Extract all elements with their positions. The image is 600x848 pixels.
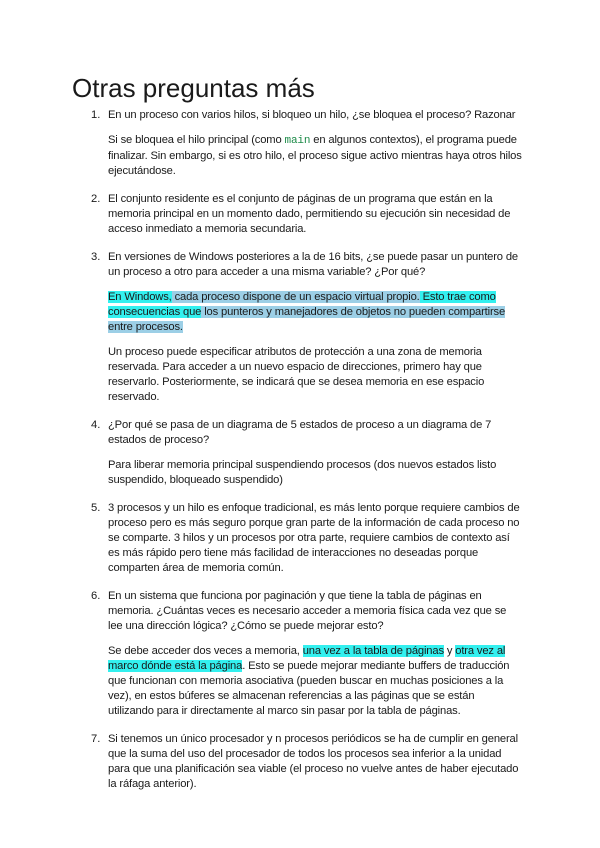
list-item-5 [0, 501, 600, 576]
answer-text: Un proceso puede especificar atributos de protección a una zona de memoria reservada. Para acceder a un nuevo espacio de direcciones, primero hay que reservarlo. Posteriormente, se indicará que se desea memoria en ese espacio reservado. [108, 346, 485, 403]
item-number: 3. [91, 251, 101, 263]
question-text: Si tenemos un único procesador y n procesos periódicos se ha de cumplir en general que la suma del uso del procesador de todos los procesos sea inferior a la unidad para que una planificación sea viable (el proceso no vuelve antes de haber ejecutado la ráfaga anterior). [108, 733, 519, 790]
question-text: En un sistema que funciona por paginación y que tiene la tabla de páginas en memoria. ¿Cuántas veces es necesario acceder a memoria física cada vez que se lee una dirección lógica? ¿Cómo se puede mejorar esto? [108, 590, 507, 632]
answer-text [108, 133, 522, 179]
code-snippet: main [284, 135, 311, 147]
list-item-2 [0, 192, 600, 237]
item-number: 1. [91, 109, 101, 121]
answer-text-part: Si se bloquea el hilo principal (como [108, 134, 285, 146]
answer-text-part: en algunos contextos), el programa puede finalizar. Sin embargo, si es otro hilo, el proceso sigue activo mientras haya otros hilos ejecutándose. [108, 134, 522, 177]
question-text: En un proceso con varios hilos, si bloqueo un hilo, ¿se bloquea el proceso? Razonar [108, 109, 516, 121]
answer-text-part: y [443, 645, 456, 657]
answer-text [108, 644, 522, 719]
list-item-1 [0, 108, 600, 179]
highlight-blue: cada proceso dispone de un espacio virtual propio. [171, 291, 420, 303]
list-item-6 [0, 589, 600, 719]
list-item-7 [0, 732, 600, 792]
item-number: 6. [91, 590, 101, 602]
highlight-cyan: una vez a la tabla de páginas [302, 645, 444, 657]
question-text: El conjunto residente es el conjunto de páginas de un programa que están en la memoria principal en un momento dado, permitiendo su ejecución sin necesidad de acceso inmediato a memoria secundaria. [108, 193, 511, 235]
highlight-cyan: otra vez al marco dónde está la página [108, 645, 506, 672]
highlight-cyan: En Windows, [108, 291, 172, 303]
question-list [0, 108, 600, 805]
page-title: Otras preguntas más [72, 73, 315, 103]
answer-text: Para liberar memoria principal suspendiendo procesos (dos nuevos estados listo suspendido, bloqueado suspendido) [108, 459, 497, 486]
question-text: 3 procesos y un hilo es enfoque tradicional, es más lento porque requiere cambios de proceso pero es más seguro porque gran parte de la información de cada proceso no se comparte. 3 hilos y un procesos por otra parte, requiere cambios de contexto así es más rápido pero tiene más facilidad de interacciones no deseadas porque comparten área de memoria común. [108, 502, 520, 574]
item-number: 7. [91, 733, 101, 745]
answer-text-part: Se debe acceder dos veces a memoria, [108, 645, 303, 657]
highlight-blue: los punteros y manejadores de objetos no pueden compartirse entre procesos. [108, 306, 506, 333]
list-item-4 [0, 418, 600, 488]
item-number: 4. [91, 419, 101, 431]
highlight-cyan: Esto trae como consecuencias que [108, 291, 496, 318]
question-text: En versiones de Windows posteriores a la de 16 bits, ¿se puede pasar un puntero de un proceso a otro para acceder a una misma variable? ¿Por qué? [108, 251, 518, 278]
list-item-3 [0, 250, 600, 405]
question-text: ¿Por qué se pasa de un diagrama de 5 estados de proceso a un diagrama de 7 estados de proceso? [108, 419, 492, 446]
highlighted-answer [108, 290, 522, 335]
item-number: 5. [91, 502, 101, 514]
answer-text-part: . Esto se puede mejorar mediante buffers de traducción que funcionan con memoria asociativa (pueden buscar en muchas posiciones a la vez), en estos búferes se almacenan referencias a las páginas que se están utilizando para ir directamente al marco sin pasar por la tabla de páginas. [108, 660, 510, 717]
item-number: 2. [91, 193, 101, 205]
